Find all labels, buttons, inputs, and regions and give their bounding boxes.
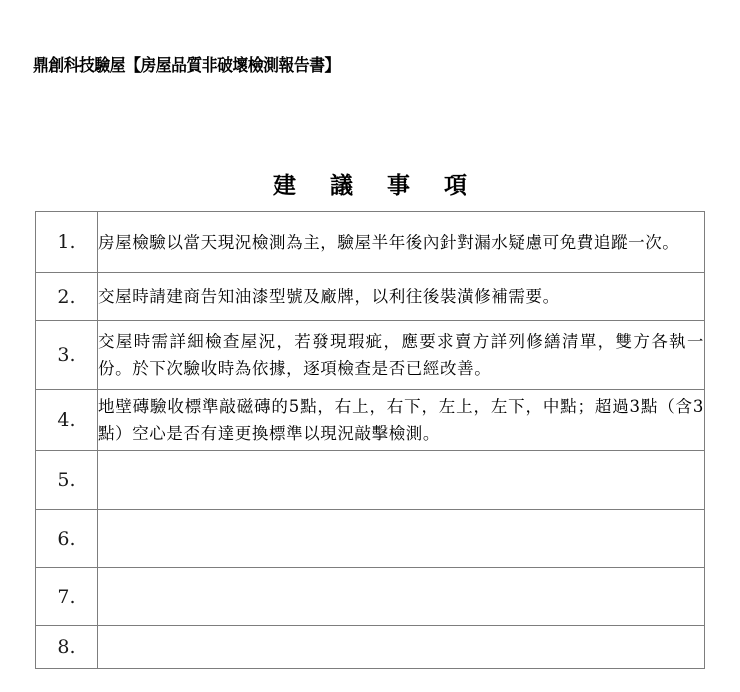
table-row [36,626,705,669]
row-number: 3. [36,321,98,390]
row-content: 地壁磚驗收標準敲磁磚的5點，右上，右下，左上，左下，中點；超過3點（含3點）空心是否有達更換標準以現況敲擊檢測。 [98,390,705,451]
table-row [36,510,705,568]
advice-items-table [35,211,705,669]
row-number: 1. [36,212,98,273]
table-row [36,321,705,390]
row-content [98,451,705,510]
table-row [36,273,705,321]
row-content: 房屋檢驗以當天現況檢測為主，驗屋半年後內針對漏水疑慮可免費追蹤一次。 [98,212,705,273]
row-content [98,626,705,669]
advice-table-body [36,212,705,669]
row-content [98,510,705,568]
row-number: 6. [36,510,98,568]
row-number: 8. [36,626,98,669]
table-row [36,212,705,273]
row-number: 7. [36,568,98,626]
table-row [36,451,705,510]
row-number: 2. [36,273,98,321]
table-row [36,568,705,626]
row-number: 5. [36,451,98,510]
table-row [36,390,705,451]
row-content: 交屋時請建商告知油漆型號及廠牌，以利往後裝潢修補需要。 [98,273,705,321]
section-title: 建 議 事 項 [272,172,481,199]
document-header-title: 鼎創科技驗屋【房屋品質非破壞檢測報告書】 [33,56,340,76]
row-content: 交屋時需詳細檢查屋況，若發現瑕疵，應要求賣方詳列修繕清單，雙方各執一份。於下次驗收時為依據，逐項檢查是否已經改善。 [98,321,705,390]
row-content [98,568,705,626]
row-number: 4. [36,390,98,451]
